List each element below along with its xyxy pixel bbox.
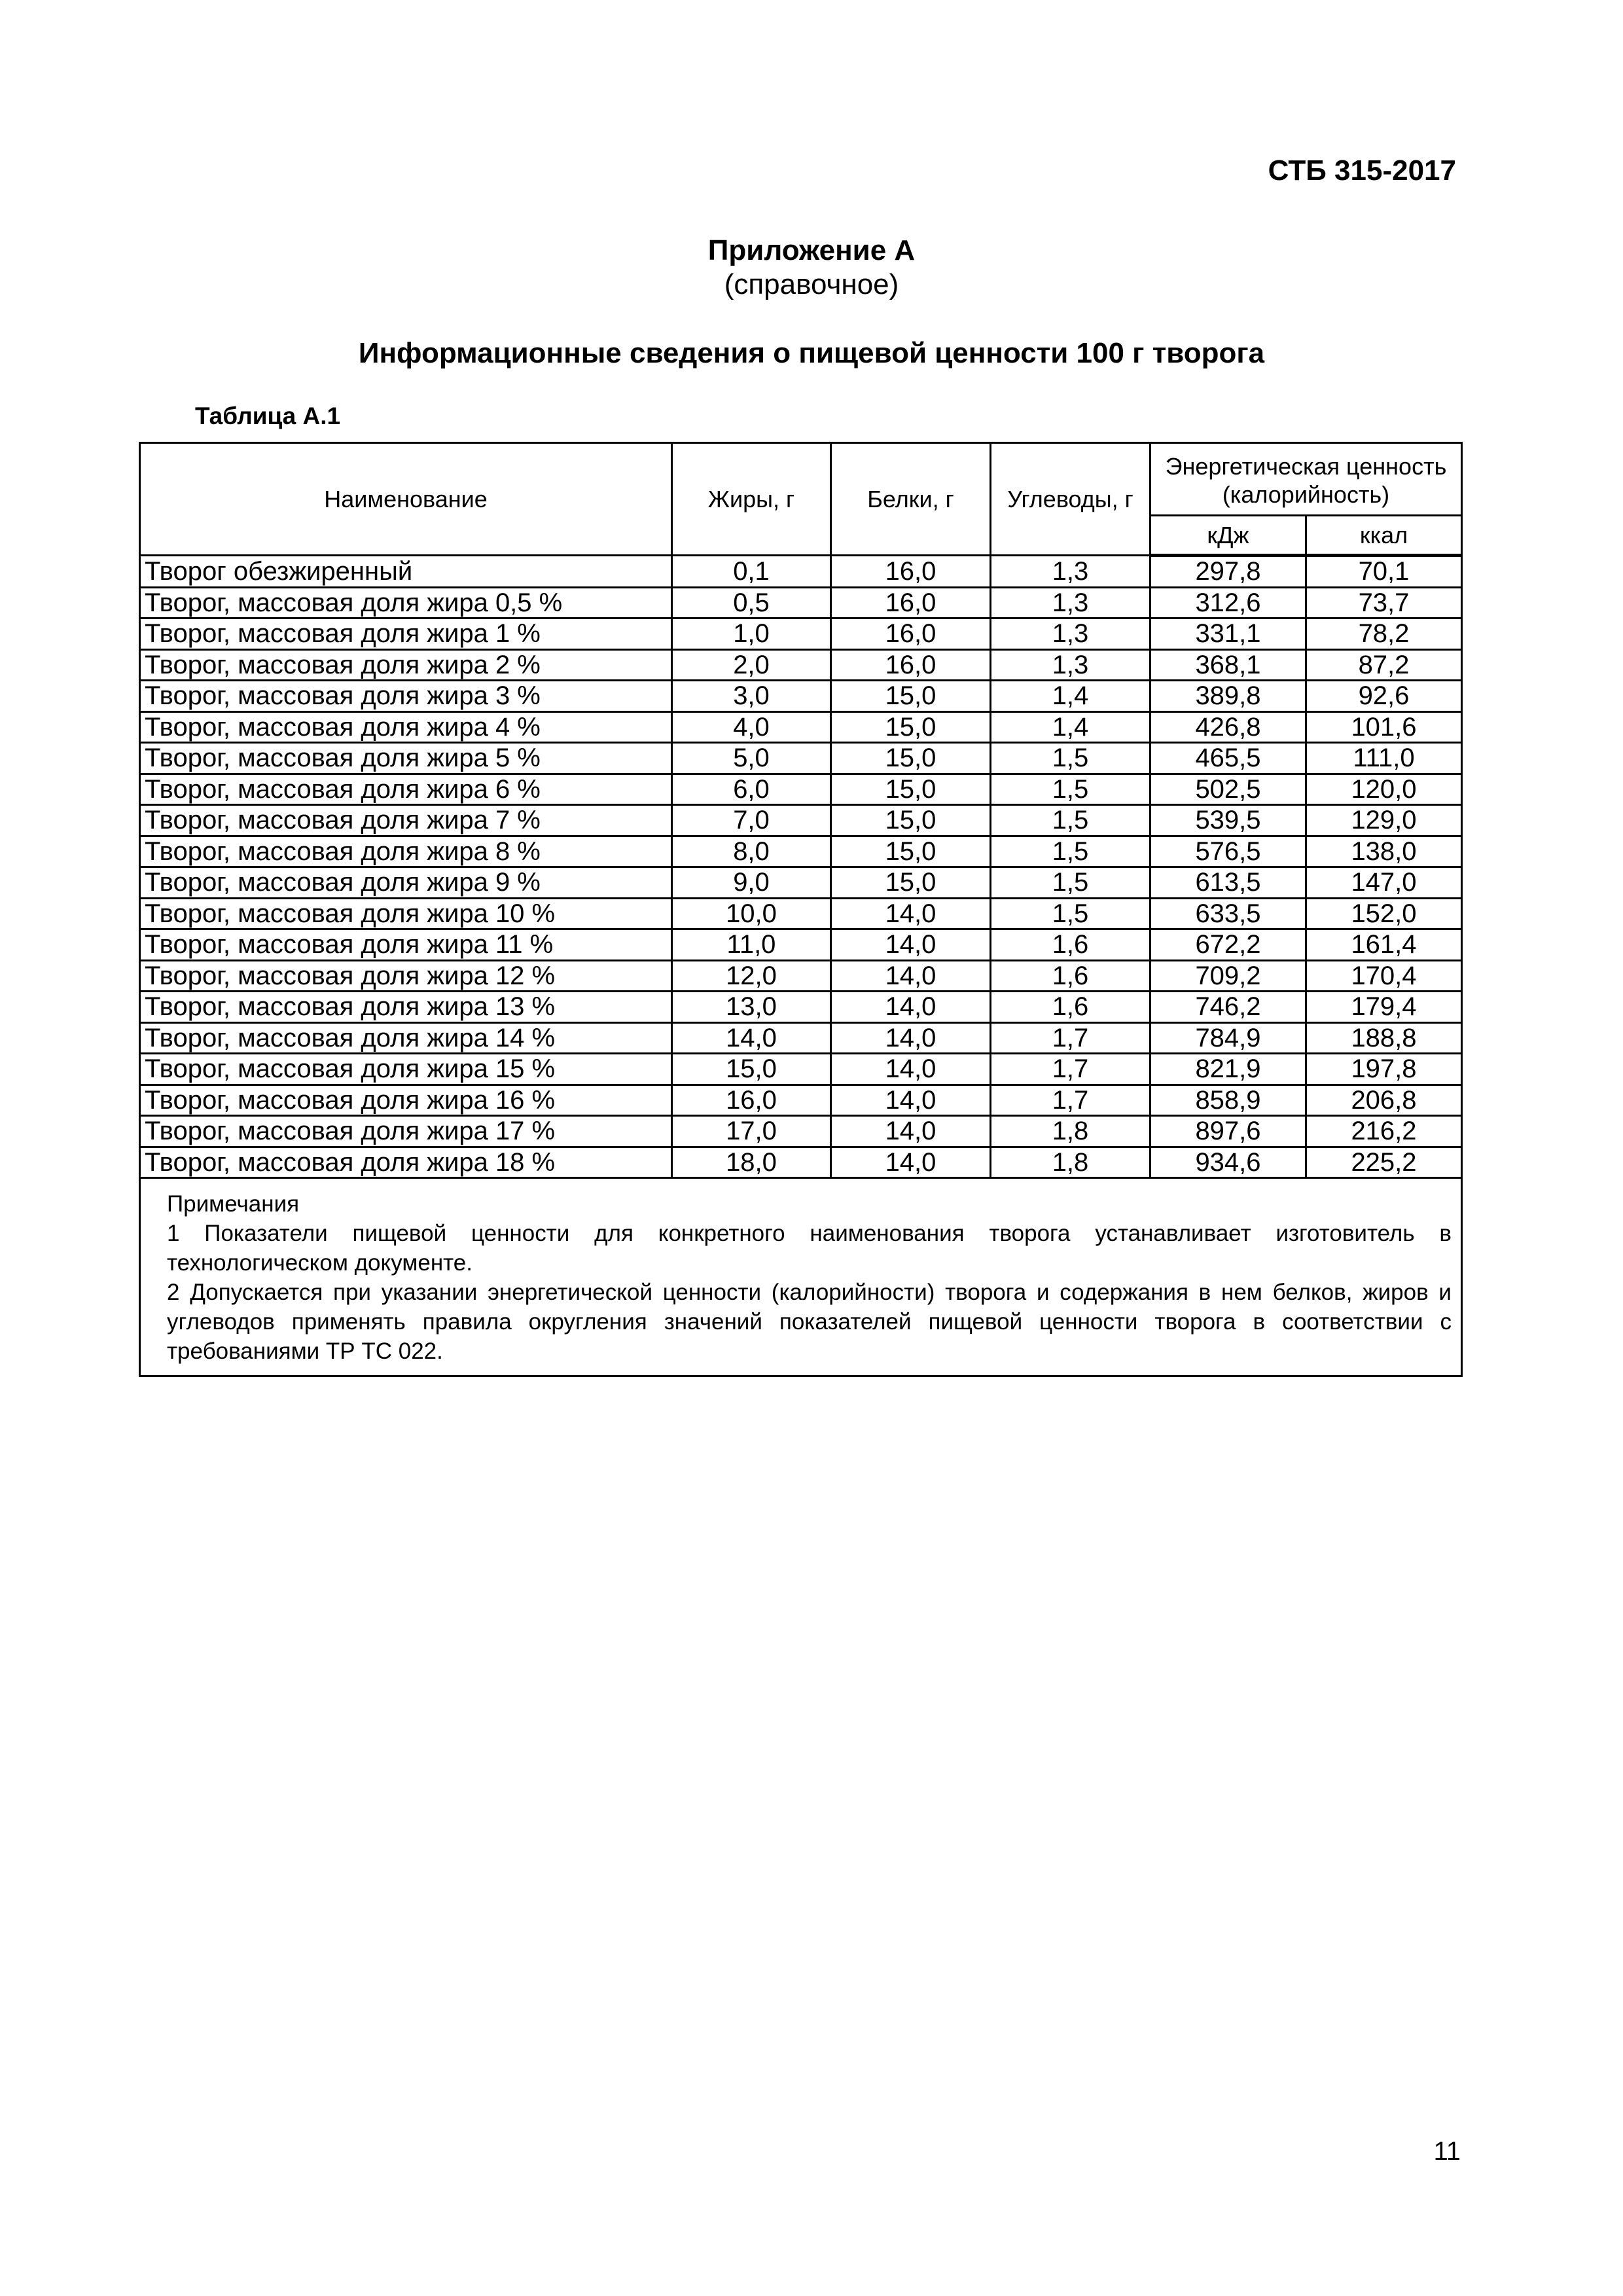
table-row (140, 929, 1462, 961)
cell-protein: 14,0 (831, 929, 991, 961)
cell-protein: 16,0 (831, 587, 991, 619)
cell-name: Творог, массовая доля жира 13 % (140, 992, 672, 1023)
cell-protein: 14,0 (831, 898, 991, 929)
cell-carbs: 1,6 (991, 960, 1150, 992)
cell-fat: 12,0 (672, 960, 831, 992)
cell-kcal: 197,8 (1306, 1054, 1462, 1085)
cell-protein: 14,0 (831, 960, 991, 992)
cell-fat: 11,0 (672, 929, 831, 961)
header-energy: Энергетическая ценность (калорийность) (1150, 443, 1462, 516)
cell-kcal: 87,2 (1306, 649, 1462, 681)
cell-name: Творог, массовая доля жира 2 % (140, 649, 672, 681)
cell-protein: 15,0 (831, 743, 991, 774)
cell-kj: 897,6 (1150, 1116, 1306, 1147)
table-row (140, 992, 1462, 1023)
cell-name: Творог, массовая доля жира 4 % (140, 711, 672, 743)
cell-carbs: 1,7 (991, 1054, 1150, 1085)
table-notes (140, 1178, 1462, 1376)
table-row (140, 556, 1462, 588)
cell-kj: 368,1 (1150, 649, 1306, 681)
cell-fat: 3,0 (672, 681, 831, 712)
table-row (140, 960, 1462, 992)
table-row (140, 1147, 1462, 1178)
cell-carbs: 1,3 (991, 649, 1150, 681)
cell-kj: 821,9 (1150, 1054, 1306, 1085)
cell-fat: 7,0 (672, 805, 831, 836)
cell-kcal: 92,6 (1306, 681, 1462, 712)
cell-kcal: 206,8 (1306, 1085, 1462, 1116)
cell-kcal: 188,8 (1306, 1022, 1462, 1054)
note-item: 1 Показатели пищевой ценности для конкретного наименования творога устанавливает изготовитель в технологическом документе. (167, 1221, 1452, 1276)
cell-carbs: 1,6 (991, 929, 1150, 961)
cell-fat: 10,0 (672, 898, 831, 929)
cell-name: Творог, массовая доля жира 3 % (140, 681, 672, 712)
header-fat: Жиры, г (672, 443, 831, 556)
page-number: 11 (1433, 2137, 1461, 2166)
table-body (140, 556, 1462, 1178)
notes-heading: Примечания (167, 1191, 300, 1217)
table-row (140, 1022, 1462, 1054)
appendix-subtitle: (справочное) (724, 268, 899, 300)
header-name: Наименование (140, 443, 672, 556)
cell-fat: 4,0 (672, 711, 831, 743)
table-row (140, 649, 1462, 681)
table-row (140, 1054, 1462, 1085)
cell-name: Творог, массовая доля жира 12 % (140, 960, 672, 992)
cell-protein: 16,0 (831, 556, 991, 588)
table-caption: Таблица А.1 (195, 403, 341, 429)
table-row (140, 898, 1462, 929)
cell-carbs: 1,5 (991, 805, 1150, 836)
cell-kcal: 101,6 (1306, 711, 1462, 743)
cell-carbs: 1,3 (991, 619, 1150, 650)
cell-fat: 13,0 (672, 992, 831, 1023)
cell-kcal: 73,7 (1306, 587, 1462, 619)
cell-protein: 15,0 (831, 805, 991, 836)
cell-kcal: 138,0 (1306, 836, 1462, 867)
document-code: СТБ 315-2017 (1268, 154, 1456, 187)
cell-fat: 17,0 (672, 1116, 831, 1147)
cell-kj: 858,9 (1150, 1085, 1306, 1116)
cell-name: Творог, массовая доля жира 0,5 % (140, 587, 672, 619)
cell-fat: 6,0 (672, 774, 831, 805)
cell-carbs: 1,5 (991, 774, 1150, 805)
table-row (140, 836, 1462, 867)
cell-carbs: 1,5 (991, 743, 1150, 774)
cell-protein: 16,0 (831, 619, 991, 650)
table-row (140, 1085, 1462, 1116)
table-row (140, 1116, 1462, 1147)
cell-carbs: 1,8 (991, 1147, 1150, 1178)
cell-kcal: 147,0 (1306, 867, 1462, 899)
cell-protein: 16,0 (831, 649, 991, 681)
cell-name: Творог, массовая доля жира 16 % (140, 1085, 672, 1116)
section-title: Информационные сведения о пищевой ценности 100 г творога (358, 337, 1265, 369)
cell-carbs: 1,3 (991, 556, 1150, 588)
cell-kj: 312,6 (1150, 587, 1306, 619)
cell-fat: 5,0 (672, 743, 831, 774)
table-row (140, 867, 1462, 899)
cell-fat: 9,0 (672, 867, 831, 899)
table-row (140, 805, 1462, 836)
cell-protein: 14,0 (831, 1116, 991, 1147)
cell-kcal: 120,0 (1306, 774, 1462, 805)
cell-carbs: 1,7 (991, 1022, 1150, 1054)
cell-carbs: 1,4 (991, 681, 1150, 712)
cell-kj: 784,9 (1150, 1022, 1306, 1054)
cell-kj: 613,5 (1150, 867, 1306, 899)
header-protein: Белки, г (831, 443, 991, 556)
note-item: 2 Допускается при указании энергетической ценности (калорийности) творога и содержания в нем белков, жиров и углеводов применять правила округления значений показателей пищевой ценности творога в соответствии с требованиями ТР ТС 022. (167, 1280, 1452, 1364)
cell-kj: 465,5 (1150, 743, 1306, 774)
cell-kcal: 152,0 (1306, 898, 1462, 929)
table-row (140, 587, 1462, 619)
cell-name: Творог, массовая доля жира 8 % (140, 836, 672, 867)
cell-kcal: 129,0 (1306, 805, 1462, 836)
cell-name: Творог, массовая доля жира 5 % (140, 743, 672, 774)
table-row (140, 619, 1462, 650)
cell-name: Творог, массовая доля жира 17 % (140, 1116, 672, 1147)
cell-kcal: 170,4 (1306, 960, 1462, 992)
cell-carbs: 1,3 (991, 587, 1150, 619)
cell-kj: 934,6 (1150, 1147, 1306, 1178)
cell-protein: 14,0 (831, 1022, 991, 1054)
cell-fat: 1,0 (672, 619, 831, 650)
header-carbs: Углеводы, г (991, 443, 1150, 556)
table-row (140, 711, 1462, 743)
cell-kj: 389,8 (1150, 681, 1306, 712)
cell-protein: 14,0 (831, 1054, 991, 1085)
cell-carbs: 1,4 (991, 711, 1150, 743)
cell-kj: 576,5 (1150, 836, 1306, 867)
cell-carbs: 1,8 (991, 1116, 1150, 1147)
cell-protein: 14,0 (831, 1147, 991, 1178)
cell-carbs: 1,7 (991, 1085, 1150, 1116)
header-kcal: ккал (1306, 516, 1462, 556)
cell-fat: 0,5 (672, 587, 831, 619)
table-row (140, 774, 1462, 805)
cell-kj: 672,2 (1150, 929, 1306, 961)
cell-name: Творог, массовая доля жира 11 % (140, 929, 672, 961)
table-row (140, 681, 1462, 712)
cell-name: Творог обезжиренный (140, 556, 672, 588)
cell-kj: 746,2 (1150, 992, 1306, 1023)
cell-protein: 15,0 (831, 711, 991, 743)
cell-protein: 15,0 (831, 681, 991, 712)
cell-kcal: 179,4 (1306, 992, 1462, 1023)
cell-name: Творог, массовая доля жира 7 % (140, 805, 672, 836)
cell-name: Творог, массовая доля жира 6 % (140, 774, 672, 805)
cell-kj: 297,8 (1150, 556, 1306, 588)
cell-kj: 331,1 (1150, 619, 1306, 650)
table-row (140, 743, 1462, 774)
cell-kcal: 216,2 (1306, 1116, 1462, 1147)
cell-fat: 0,1 (672, 556, 831, 588)
cell-fat: 16,0 (672, 1085, 831, 1116)
cell-kcal: 161,4 (1306, 929, 1462, 961)
cell-protein: 14,0 (831, 992, 991, 1023)
cell-kcal: 111,0 (1306, 743, 1462, 774)
cell-name: Творог, массовая доля жира 1 % (140, 619, 672, 650)
cell-name: Творог, массовая доля жира 14 % (140, 1022, 672, 1054)
cell-kcal: 70,1 (1306, 556, 1462, 588)
cell-kj: 633,5 (1150, 898, 1306, 929)
cell-name: Творог, массовая доля жира 9 % (140, 867, 672, 899)
cell-fat: 14,0 (672, 1022, 831, 1054)
cell-name: Творог, массовая доля жира 15 % (140, 1054, 672, 1085)
cell-carbs: 1,6 (991, 992, 1150, 1023)
cell-carbs: 1,5 (991, 898, 1150, 929)
header-kj: кДж (1150, 516, 1306, 556)
cell-protein: 14,0 (831, 1085, 991, 1116)
cell-kj: 426,8 (1150, 711, 1306, 743)
cell-fat: 2,0 (672, 649, 831, 681)
cell-carbs: 1,5 (991, 836, 1150, 867)
cell-carbs: 1,5 (991, 867, 1150, 899)
cell-protein: 15,0 (831, 774, 991, 805)
cell-fat: 8,0 (672, 836, 831, 867)
cell-kj: 502,5 (1150, 774, 1306, 805)
cell-fat: 15,0 (672, 1054, 831, 1085)
cell-protein: 15,0 (831, 867, 991, 899)
cell-kj: 709,2 (1150, 960, 1306, 992)
cell-kcal: 225,2 (1306, 1147, 1462, 1178)
cell-kj: 539,5 (1150, 805, 1306, 836)
cell-kcal: 78,2 (1306, 619, 1462, 650)
cell-name: Творог, массовая доля жира 18 % (140, 1147, 672, 1178)
cell-name: Творог, массовая доля жира 10 % (140, 898, 672, 929)
appendix-title: Приложение А (707, 234, 916, 266)
nutrition-table (139, 442, 1463, 1377)
cell-fat: 18,0 (672, 1147, 831, 1178)
cell-protein: 15,0 (831, 836, 991, 867)
